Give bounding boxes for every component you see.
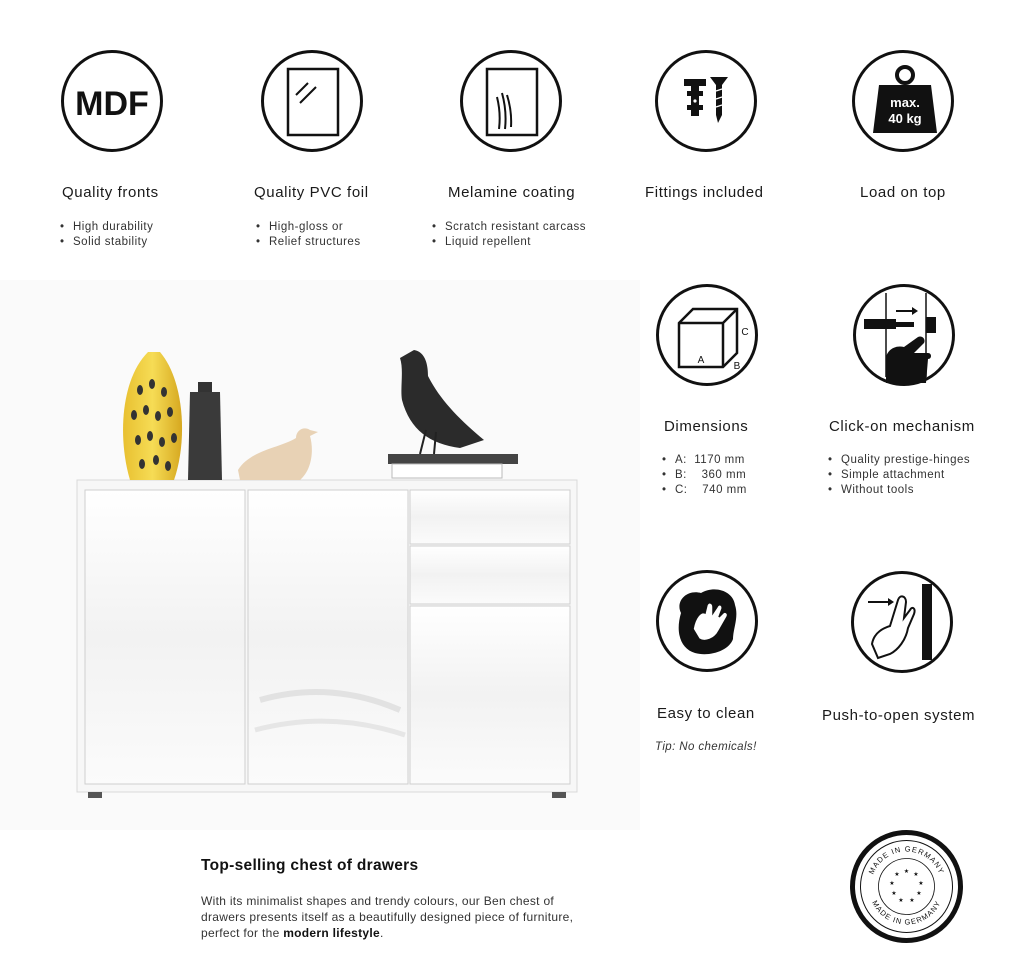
- description-text-end: .: [380, 926, 384, 940]
- fittings-icon: [655, 50, 757, 152]
- weight-icon-text-max: max.: [890, 95, 920, 110]
- feature-title: Dimensions: [664, 418, 749, 435]
- feature-bullet: • Relief structures: [256, 235, 361, 250]
- svg-text:★: ★: [918, 880, 924, 887]
- feature-bullet: • Simple attachment: [828, 468, 970, 483]
- svg-text:★: ★: [913, 871, 919, 878]
- description-text-bold: modern lifestyle: [283, 926, 381, 940]
- feature-bullet: • Liquid repellent: [432, 235, 586, 250]
- feature-bullet: • Solid stability: [60, 235, 153, 250]
- svg-text:★: ★: [889, 880, 895, 887]
- svg-text:★: ★: [891, 890, 897, 897]
- clean-tip: Tip: No chemicals!: [655, 741, 757, 753]
- scratch-panel-icon: [460, 50, 562, 152]
- svg-text:★: ★: [894, 871, 900, 878]
- feature-bullet: • Scratch resistant carcass: [432, 220, 586, 235]
- feature-bullet: • C: 740 mm: [662, 483, 747, 498]
- feature-title: Click-on mechanism: [829, 418, 975, 435]
- feature-title: Quality PVC foil: [254, 184, 369, 201]
- made-in-germany-seal: [849, 829, 964, 944]
- svg-text:★: ★: [898, 897, 904, 904]
- description-text-main: With its minimalist shapes and trendy colours, our Ben chest of drawers presents itself as a beautifully designed piece of furniture, perfect for the: [201, 894, 574, 940]
- svg-text:★: ★: [916, 890, 922, 897]
- product-photo: [0, 280, 640, 830]
- push-open-icon: [851, 571, 953, 673]
- svg-text:★: ★: [903, 868, 910, 875]
- feature-title: Easy to clean: [657, 705, 755, 722]
- glossy-panel-icon: [261, 50, 363, 152]
- feature-bullet: • B: 360 mm: [662, 468, 747, 483]
- cube-label-c: C: [741, 327, 749, 338]
- feature-bullet: • Quality prestige-hinges: [828, 453, 970, 468]
- feature-title: Melamine coating: [448, 184, 576, 201]
- feature-bullet: • Without tools: [828, 483, 970, 498]
- cube-label-a: A: [697, 355, 705, 366]
- feature-bullet: • High durability: [60, 220, 153, 235]
- hinge-hand-icon: [853, 284, 955, 386]
- weight-icon-text-kg: 40 kg: [888, 111, 922, 126]
- weight-icon: [852, 50, 954, 152]
- mdf-icon-text: MDF: [75, 85, 149, 123]
- feature-title: Quality fronts: [62, 184, 159, 201]
- description-title: Top-selling chest of drawers: [201, 857, 419, 874]
- cleaning-hand-icon: [656, 570, 758, 672]
- feature-bullet: • A: 1170 mm: [662, 453, 747, 468]
- seal-text-top: MADE IN GERMANY: [866, 844, 947, 876]
- cube-label-b: B: [733, 361, 741, 372]
- cube-dimensions-icon: [656, 284, 758, 386]
- feature-bullet: • High-gloss or: [256, 220, 361, 235]
- feature-title: Load on top: [860, 184, 946, 201]
- feature-title: Fittings included: [645, 184, 764, 201]
- description-text: [201, 893, 601, 941]
- svg-text:★: ★: [909, 897, 915, 904]
- seal-text-bottom: MADE IN GERMANY: [870, 898, 943, 927]
- feature-title: Push-to-open system: [822, 707, 976, 724]
- mdf-icon: [61, 50, 163, 152]
